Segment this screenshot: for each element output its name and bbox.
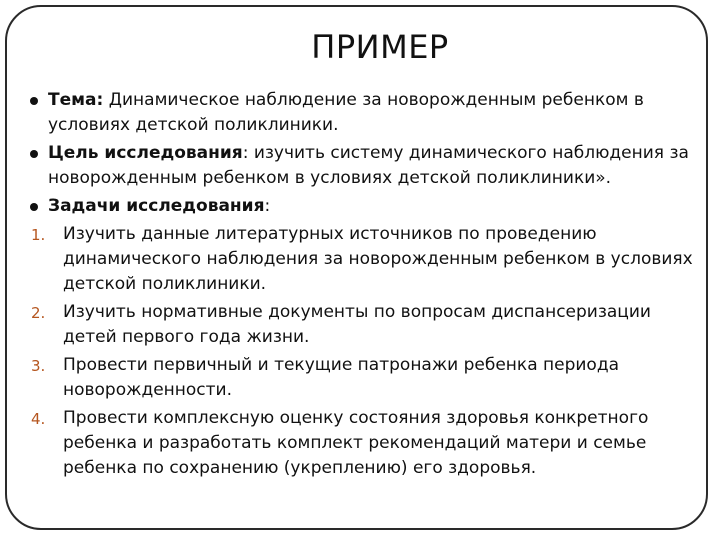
bullet-tasks [22,194,694,219]
task-number: 4. [31,410,46,428]
bullet-dot-icon [30,203,38,211]
task-item-1 [22,222,694,297]
bullet-dot-icon [30,150,38,158]
task-item-3 [22,353,694,403]
task-text: Изучить нормативные документы по вопросам диспансеризации детей первого года жизни. [63,302,651,347]
tasks-label: Задачи исследования [48,196,265,216]
topic-label: Тема: [48,90,104,110]
task-number: 2. [31,304,46,322]
task-text: Провести первичный и текущие патронажи ребенка периода новорожденности. [63,355,619,400]
topic-text: Динамическое наблюдение за новорожденным ребенком в условиях детской поликлиники. [48,90,644,135]
task-number: 1. [31,226,46,244]
task-number: 3. [31,357,46,375]
task-item-2 [22,300,694,350]
tasks-colon: : [264,196,271,216]
bullet-goal [22,141,694,191]
goal-text: : изучить систему динамического наблюдения за новорожденным ребенком в условиях детской поликлиники». [48,143,689,188]
task-item-4 [22,406,694,481]
task-text: Изучить данные литературных источников по проведению динамического наблюдения за новорожденным ребенком в условиях детской поликлиники. [63,224,693,294]
goal-label: Цель исследования [48,143,243,163]
bullet-topic [22,88,694,138]
slide-body [22,88,694,484]
bullet-dot-icon [30,97,38,105]
task-text: Провести комплексную оценку состояния здоровья конкретного ребенка и разработать комплект рекомендаций матери и семье ребенка по сохранению (укреплению) его здоровья. [63,408,649,478]
slide-title: ПРИМЕР [311,28,449,66]
